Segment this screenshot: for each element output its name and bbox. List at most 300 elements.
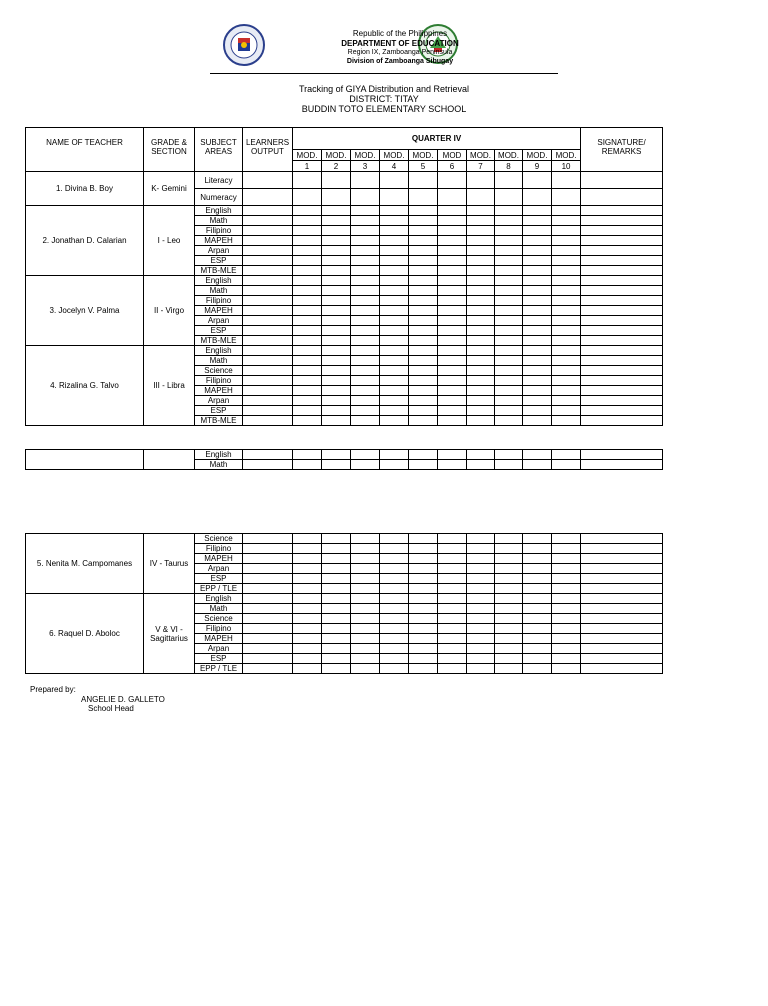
subject-area: Filipino	[195, 376, 243, 386]
division-text: Division of Zamboanga Sibugay	[346, 58, 454, 65]
module-cell	[380, 574, 409, 584]
module-cell	[409, 544, 438, 554]
module-cell	[552, 664, 581, 674]
module-cell	[322, 172, 351, 189]
module-cell	[293, 396, 322, 406]
module-cell	[322, 346, 351, 356]
learners-output-cell	[243, 206, 293, 216]
signature-cell	[581, 644, 663, 654]
module-cell	[380, 664, 409, 674]
module-cell	[351, 206, 380, 216]
document-title: Tracking of GIYA Distribution and Retrieval	[298, 84, 470, 94]
module-cell	[438, 396, 467, 406]
subject-area: Math	[195, 216, 243, 226]
learners-output-cell	[243, 172, 293, 189]
module-cell	[552, 266, 581, 276]
module-cell	[552, 236, 581, 246]
module-cell	[495, 316, 523, 326]
table-row	[26, 534, 663, 544]
module-label: MOD.	[409, 150, 438, 161]
subject-area: Arpan	[195, 396, 243, 406]
module-cell	[409, 624, 438, 634]
subject-area: Arpan	[195, 564, 243, 574]
school-name: BUDDIN TOTO ELEMENTARY SCHOOL	[301, 104, 467, 114]
module-cell	[380, 624, 409, 634]
module-cell	[322, 296, 351, 306]
module-cell	[380, 386, 409, 396]
module-cell	[351, 189, 380, 206]
module-cell	[380, 286, 409, 296]
module-cell	[409, 406, 438, 416]
module-cell	[351, 396, 380, 406]
subject-area: Science	[195, 366, 243, 376]
learners-output-cell	[243, 276, 293, 286]
module-cell	[409, 256, 438, 266]
module-cell	[351, 286, 380, 296]
module-cell	[322, 306, 351, 316]
module-cell	[523, 336, 552, 346]
module-cell	[351, 236, 380, 246]
module-cell	[495, 386, 523, 396]
module-cell	[467, 644, 495, 654]
module-cell	[380, 564, 409, 574]
module-cell	[380, 266, 409, 276]
module-cell	[523, 554, 552, 564]
subject-area: ESP	[195, 406, 243, 416]
subject-area: English	[195, 346, 243, 356]
tracking-table-mid	[25, 449, 663, 470]
learners-output-cell	[243, 584, 293, 594]
module-number: 4	[380, 161, 409, 172]
module-label: MOD.	[523, 150, 552, 161]
module-cell	[438, 386, 467, 396]
learners-output-cell	[243, 326, 293, 336]
module-cell	[380, 460, 409, 470]
module-cell	[495, 396, 523, 406]
module-cell	[467, 614, 495, 624]
signature-cell	[581, 286, 663, 296]
module-cell	[322, 276, 351, 286]
learners-output-cell	[243, 416, 293, 426]
module-cell	[351, 172, 380, 189]
module-cell	[293, 534, 322, 544]
module-cell	[380, 554, 409, 564]
module-cell	[438, 624, 467, 634]
module-cell	[409, 654, 438, 664]
module-cell	[552, 534, 581, 544]
module-cell	[467, 554, 495, 564]
module-cell	[351, 654, 380, 664]
module-cell	[552, 564, 581, 574]
module-cell	[523, 460, 552, 470]
module-cell	[495, 654, 523, 664]
learners-output-cell	[243, 266, 293, 276]
module-cell	[467, 604, 495, 614]
module-cell	[523, 346, 552, 356]
signature-cell	[581, 336, 663, 346]
module-cell	[467, 206, 495, 216]
module-cell	[351, 460, 380, 470]
learners-output-cell	[243, 356, 293, 366]
signature-cell	[581, 276, 663, 286]
module-cell	[380, 296, 409, 306]
learners-output-cell	[243, 614, 293, 624]
subject-area: English	[195, 594, 243, 604]
module-cell	[438, 189, 467, 206]
module-cell	[467, 286, 495, 296]
module-cell	[438, 306, 467, 316]
module-cell	[409, 604, 438, 614]
module-cell	[552, 296, 581, 306]
module-cell	[293, 266, 322, 276]
table-row	[26, 172, 663, 189]
module-cell	[495, 376, 523, 386]
module-cell	[351, 356, 380, 366]
table-row	[26, 450, 663, 460]
module-cell	[293, 366, 322, 376]
teacher-name: 3. Jocelyn V. Palma	[26, 276, 144, 346]
learners-output-cell	[243, 376, 293, 386]
module-cell	[552, 654, 581, 664]
signature-cell	[581, 574, 663, 584]
module-cell	[351, 366, 380, 376]
module-cell	[495, 366, 523, 376]
module-cell	[495, 356, 523, 366]
module-cell	[495, 664, 523, 674]
module-cell	[438, 554, 467, 564]
module-cell	[552, 624, 581, 634]
module-cell	[293, 286, 322, 296]
signature-cell	[581, 396, 663, 406]
module-cell	[293, 604, 322, 614]
module-cell	[293, 172, 322, 189]
module-cell	[438, 346, 467, 356]
subject-area: Numeracy	[195, 189, 243, 206]
module-cell	[438, 236, 467, 246]
module-cell	[322, 356, 351, 366]
module-cell	[322, 634, 351, 644]
module-cell	[552, 366, 581, 376]
subject-area: Math	[195, 356, 243, 366]
signature-cell	[581, 172, 663, 189]
signature-cell	[581, 554, 663, 564]
module-cell	[351, 584, 380, 594]
module-cell	[467, 544, 495, 554]
module-cell	[293, 406, 322, 416]
module-cell	[438, 544, 467, 554]
module-cell	[495, 574, 523, 584]
signature-cell	[581, 386, 663, 396]
module-cell	[380, 206, 409, 216]
module-cell	[467, 406, 495, 416]
module-cell	[438, 226, 467, 236]
signature-cell	[581, 206, 663, 216]
signature-cell	[581, 654, 663, 664]
module-cell	[523, 366, 552, 376]
module-cell	[351, 226, 380, 236]
module-cell	[467, 356, 495, 366]
module-cell	[523, 644, 552, 654]
module-cell	[293, 624, 322, 634]
grade-section: K- Gemini	[144, 172, 195, 206]
module-cell	[380, 644, 409, 654]
module-cell	[495, 460, 523, 470]
module-cell	[495, 236, 523, 246]
teacher-name: 4. Rizalina G. Talvo	[26, 346, 144, 426]
module-cell	[495, 296, 523, 306]
module-cell	[552, 450, 581, 460]
module-cell	[552, 396, 581, 406]
module-cell	[523, 286, 552, 296]
learners-output-cell	[243, 306, 293, 316]
module-cell	[409, 246, 438, 256]
module-cell	[552, 604, 581, 614]
module-cell	[552, 386, 581, 396]
learners-output-cell	[243, 644, 293, 654]
module-cell	[467, 664, 495, 674]
module-cell	[552, 614, 581, 624]
module-cell	[438, 266, 467, 276]
module-cell	[495, 286, 523, 296]
module-cell	[322, 416, 351, 426]
header-subject: SUBJECT AREAS	[195, 128, 243, 172]
module-cell	[293, 564, 322, 574]
module-cell	[495, 554, 523, 564]
module-cell	[293, 246, 322, 256]
subject-area: MAPEH	[195, 554, 243, 564]
module-cell	[495, 584, 523, 594]
module-cell	[552, 206, 581, 216]
learners-output-cell	[243, 189, 293, 206]
module-cell	[552, 644, 581, 654]
module-cell	[293, 450, 322, 460]
module-cell	[351, 594, 380, 604]
subject-area: Filipino	[195, 226, 243, 236]
subject-area: English	[195, 206, 243, 216]
module-cell	[467, 316, 495, 326]
module-cell	[552, 286, 581, 296]
module-cell	[351, 544, 380, 554]
module-cell	[438, 534, 467, 544]
signature-cell	[581, 544, 663, 554]
module-cell	[322, 246, 351, 256]
module-cell	[552, 346, 581, 356]
module-cell	[552, 416, 581, 426]
module-cell	[438, 276, 467, 286]
module-cell	[409, 206, 438, 216]
module-cell	[380, 584, 409, 594]
module-label: MOD	[438, 150, 467, 161]
signature-cell	[581, 534, 663, 544]
module-cell	[438, 246, 467, 256]
module-cell	[523, 376, 552, 386]
module-cell	[409, 346, 438, 356]
module-cell	[322, 286, 351, 296]
learners-output-cell	[243, 226, 293, 236]
module-cell	[552, 172, 581, 189]
module-cell	[322, 460, 351, 470]
module-cell	[293, 416, 322, 426]
module-cell	[523, 226, 552, 236]
module-cell	[495, 416, 523, 426]
module-cell	[467, 306, 495, 316]
module-cell	[322, 266, 351, 276]
module-cell	[293, 356, 322, 366]
learners-output-cell	[243, 406, 293, 416]
grade-section: V & VI - Sagittarius	[144, 594, 195, 674]
subject-area: MAPEH	[195, 236, 243, 246]
header-quarter: QUARTER IV	[293, 128, 581, 150]
module-cell	[351, 386, 380, 396]
module-label: MOD.	[293, 150, 322, 161]
module-cell	[351, 416, 380, 426]
module-cell	[523, 594, 552, 604]
module-cell	[552, 460, 581, 470]
module-cell	[467, 172, 495, 189]
module-cell	[495, 624, 523, 634]
module-cell	[438, 336, 467, 346]
module-cell	[322, 236, 351, 246]
module-cell	[495, 564, 523, 574]
module-cell	[495, 634, 523, 644]
module-cell	[523, 534, 552, 544]
module-cell	[293, 346, 322, 356]
module-cell	[409, 266, 438, 276]
module-cell	[293, 386, 322, 396]
module-cell	[322, 534, 351, 544]
module-cell	[438, 366, 467, 376]
module-cell	[552, 574, 581, 584]
subject-area: MAPEH	[195, 386, 243, 396]
module-cell	[322, 376, 351, 386]
module-number: 10	[552, 161, 581, 172]
module-cell	[322, 564, 351, 574]
module-cell	[351, 306, 380, 316]
module-cell	[467, 189, 495, 206]
module-cell	[351, 296, 380, 306]
teacher-name: 5. Nenita M. Campomanes	[26, 534, 144, 594]
module-cell	[351, 604, 380, 614]
module-cell	[293, 460, 322, 470]
subject-area: ESP	[195, 326, 243, 336]
signature-cell	[581, 306, 663, 316]
teacher-name: 6. Raquel D. Aboloc	[26, 594, 144, 674]
module-cell	[552, 336, 581, 346]
module-number: 3	[351, 161, 380, 172]
table-row	[26, 276, 663, 286]
module-cell	[409, 534, 438, 544]
module-cell	[438, 406, 467, 416]
learners-output-cell	[243, 624, 293, 634]
module-cell	[467, 276, 495, 286]
module-cell	[552, 356, 581, 366]
module-cell	[467, 386, 495, 396]
module-cell	[495, 216, 523, 226]
module-cell	[523, 246, 552, 256]
module-cell	[552, 276, 581, 286]
signature-cell	[581, 376, 663, 386]
module-cell	[523, 614, 552, 624]
module-cell	[467, 376, 495, 386]
module-cell	[322, 396, 351, 406]
signature-cell	[581, 326, 663, 336]
module-cell	[380, 654, 409, 664]
module-cell	[351, 256, 380, 266]
module-cell	[438, 450, 467, 460]
learners-output-cell	[243, 386, 293, 396]
module-cell	[322, 604, 351, 614]
department-text: DEPARTMENT OF EDUCATION	[341, 39, 459, 48]
module-cell	[467, 416, 495, 426]
module-cell	[523, 296, 552, 306]
module-cell	[495, 306, 523, 316]
module-cell	[293, 236, 322, 246]
learners-output-cell	[243, 256, 293, 266]
subject-area: ESP	[195, 654, 243, 664]
module-cell	[467, 266, 495, 276]
module-number: 8	[495, 161, 523, 172]
learners-output-cell	[243, 246, 293, 256]
module-cell	[293, 574, 322, 584]
module-cell	[351, 316, 380, 326]
module-cell	[495, 246, 523, 256]
module-cell	[293, 326, 322, 336]
module-cell	[293, 584, 322, 594]
module-cell	[438, 286, 467, 296]
table-row	[26, 206, 663, 216]
subject-area: English	[195, 276, 243, 286]
module-cell	[523, 654, 552, 664]
module-cell	[351, 216, 380, 226]
subject-area: Filipino	[195, 544, 243, 554]
module-cell	[351, 406, 380, 416]
module-cell	[467, 226, 495, 236]
module-cell	[438, 614, 467, 624]
module-cell	[409, 336, 438, 346]
module-cell	[495, 206, 523, 216]
module-cell	[380, 236, 409, 246]
module-cell	[380, 256, 409, 266]
module-cell	[380, 416, 409, 426]
module-cell	[552, 584, 581, 594]
module-cell	[467, 236, 495, 246]
module-label: MOD.	[467, 150, 495, 161]
module-cell	[293, 256, 322, 266]
module-cell	[438, 256, 467, 266]
module-cell	[467, 396, 495, 406]
module-cell	[467, 256, 495, 266]
subject-area: ESP	[195, 574, 243, 584]
module-cell	[322, 386, 351, 396]
module-cell	[293, 544, 322, 554]
signature-cell	[581, 614, 663, 624]
learners-output-cell	[243, 554, 293, 564]
module-cell	[409, 664, 438, 674]
module-cell	[552, 376, 581, 386]
module-cell	[380, 276, 409, 286]
signature-cell	[581, 366, 663, 376]
learners-output-cell	[243, 396, 293, 406]
signatory-position: School Head	[88, 704, 134, 713]
signature-cell	[581, 604, 663, 614]
module-cell	[495, 450, 523, 460]
module-cell	[380, 189, 409, 206]
tracking-table-main	[25, 127, 663, 426]
module-cell	[322, 406, 351, 416]
learners-output-cell	[243, 604, 293, 614]
module-cell	[380, 604, 409, 614]
module-cell	[351, 266, 380, 276]
